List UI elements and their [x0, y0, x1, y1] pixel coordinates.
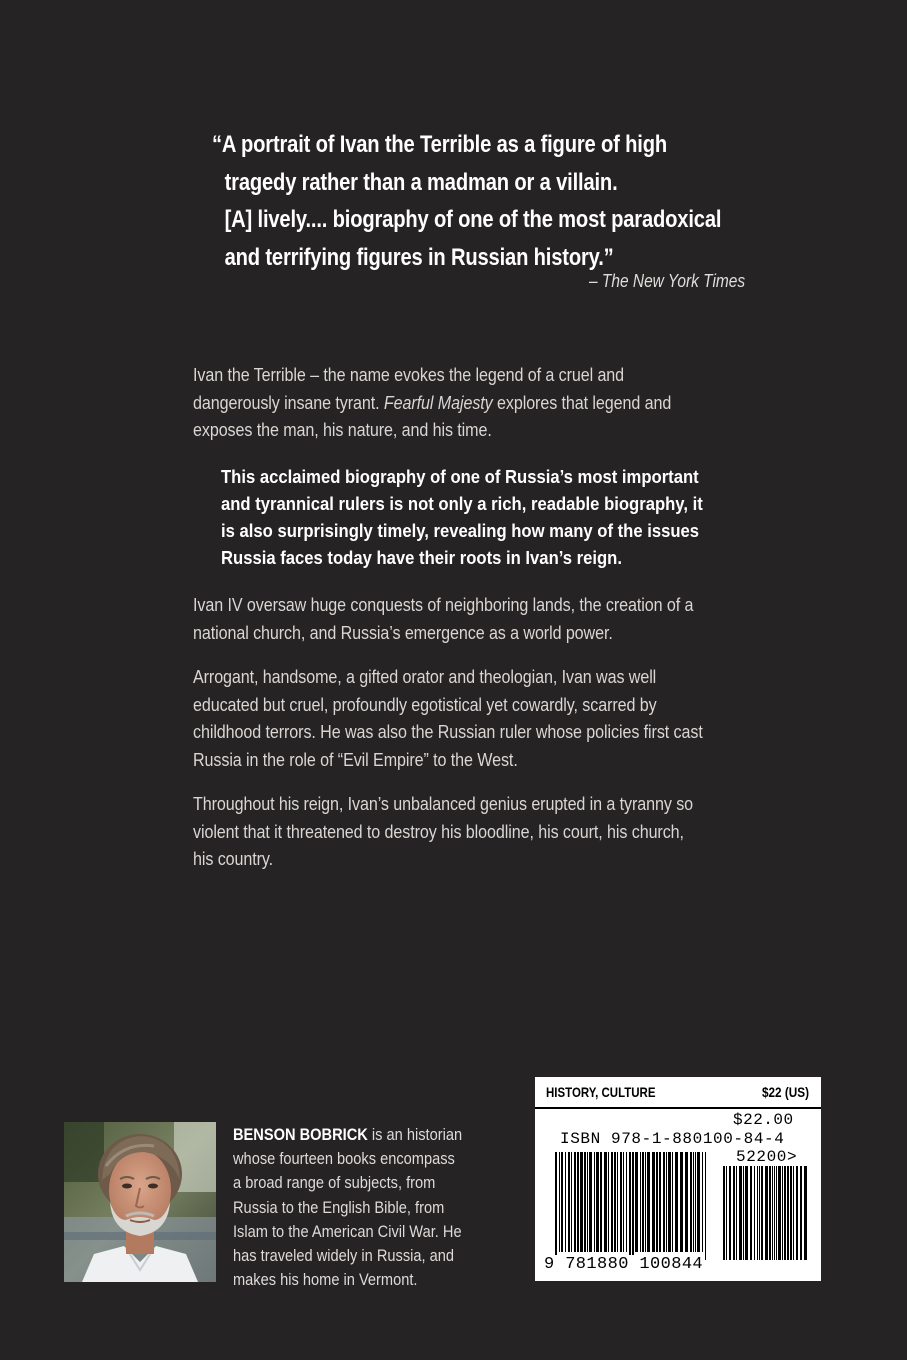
barcode-bar	[626, 1152, 627, 1252]
barcode-bar	[672, 1152, 673, 1252]
barcode-bar	[635, 1152, 638, 1252]
bio-line: Islam to the American Civil War. He	[233, 1221, 462, 1241]
barcode-addon-bar	[772, 1166, 773, 1260]
bio-line: a broad range of subjects, from	[233, 1173, 436, 1193]
barcode-bar	[604, 1152, 607, 1252]
highlight-line: Russia faces today have their roots in Ivan’s reign.	[221, 547, 622, 568]
barcode-bar	[611, 1152, 613, 1252]
body-line: childhood terrors. He was also the Russian ruler whose policies first cast	[193, 721, 703, 742]
barcode-bar	[645, 1152, 646, 1252]
barcode-bar	[608, 1152, 609, 1252]
barcode-addon-bar	[778, 1166, 781, 1260]
intro-text: dangerously insane tyrant.	[193, 391, 384, 413]
bio-line: makes his home in Vermont.	[233, 1270, 418, 1290]
body-line: Throughout his reign, Ivan’s unbalanced genius erupted in a tyranny so	[193, 793, 694, 814]
highlight-line: and tyrannical rulers is not only a rich, readable biography, it	[221, 493, 703, 514]
author-portrait-illustration	[64, 1122, 216, 1282]
intro-text: explores that legend and	[492, 391, 672, 413]
barcode-addon-bar	[776, 1166, 777, 1260]
review-quote-line: and terrifying figures in Russian history.”	[224, 243, 614, 271]
barcode-bar	[642, 1152, 644, 1252]
barcode-bar	[666, 1152, 667, 1252]
body-line: Russia in the role of “Evil Empire” to the West.	[193, 748, 518, 770]
barcode-bar	[584, 1152, 586, 1252]
barcode-addon-bar	[761, 1166, 763, 1260]
body-paragraph-reign	[193, 790, 793, 873]
barcode-addon-bar	[784, 1166, 786, 1260]
isbn-number: ISBN 978-1-880100-84-4	[560, 1130, 785, 1148]
author-bio	[233, 1123, 533, 1292]
review-source: – The New York Times	[589, 271, 746, 291]
barcode-addon-bar	[754, 1166, 755, 1260]
barcode-addon-bar	[736, 1166, 737, 1260]
barcode-bar	[555, 1152, 557, 1260]
body-line: violent that it threatened to destroy his bloodline, his court, his church,	[193, 820, 684, 842]
barcode-addon-bar	[739, 1166, 742, 1260]
barcode-category: HISTORY, CULTURE	[546, 1084, 656, 1100]
bio-line: whose fourteen books encompass	[233, 1149, 455, 1169]
highlight-line: is also surprisingly timely, revealing how many of the issues	[221, 520, 700, 541]
author-photo	[64, 1122, 216, 1282]
barcode-addon-number: 52200>	[736, 1148, 798, 1166]
barcode-addon-bar	[765, 1166, 768, 1260]
review-quote-line: “A portrait of Ivan the Terrible as a figure of high	[212, 131, 668, 158]
bio-line	[233, 1123, 491, 1147]
barcode-bar	[640, 1152, 641, 1252]
barcode-bar	[600, 1152, 602, 1252]
barcode-bar	[690, 1152, 692, 1252]
barcode-bar	[685, 1152, 688, 1252]
barcode-bar	[693, 1152, 694, 1252]
intro-paragraph	[193, 361, 793, 444]
barcode-bar	[697, 1152, 700, 1252]
barcode-bar	[617, 1152, 618, 1252]
bio-line: has traveled widely in Russia, and	[233, 1246, 455, 1266]
barcode-addon-bar	[750, 1166, 752, 1260]
barcode-addon-bar	[743, 1166, 744, 1260]
barcode-addon-bar	[726, 1166, 727, 1260]
barcode-addon-bar	[790, 1166, 792, 1260]
barcode-bar	[647, 1152, 650, 1252]
barcode-bar	[629, 1152, 631, 1260]
barcode-bar	[577, 1152, 579, 1252]
body-line: Arrogant, handsome, a gifted orator and theologian, Ivan was well	[193, 666, 657, 687]
barcode-addon-bar	[757, 1166, 758, 1260]
barcode-addon-bar	[745, 1166, 748, 1260]
intro-line	[193, 389, 715, 417]
barcode-digits: 9 781880 100844	[544, 1255, 704, 1274]
isbn-barcode-box	[535, 1077, 821, 1281]
bio-line: Russia to the English Bible, from	[233, 1197, 445, 1217]
barcode-bar	[589, 1152, 592, 1252]
barcode-bar	[705, 1152, 706, 1260]
barcode-addon-bar	[787, 1166, 789, 1260]
bio-text: is an historian	[367, 1125, 463, 1144]
intro-line: exposes the man, his nature, and his time.	[193, 419, 492, 440]
barcode-addon-bar	[733, 1166, 735, 1260]
barcode-bar	[568, 1152, 570, 1252]
barcode-addon-bar	[759, 1166, 760, 1260]
barcode-addon-bar	[723, 1166, 725, 1260]
barcode-addon-bar	[800, 1166, 802, 1260]
barcode-bar	[695, 1152, 696, 1252]
barcode-bar	[587, 1152, 588, 1252]
body-line: Ivan IV oversaw huge conquests of neighboring lands, the creation of a	[193, 594, 694, 615]
barcode-bar	[702, 1152, 703, 1252]
barcode-bar	[614, 1152, 616, 1252]
barcode-bar	[580, 1152, 583, 1252]
body-paragraph-character	[193, 663, 793, 773]
barcode-bar	[561, 1152, 563, 1252]
barcode-addon-bar	[796, 1166, 798, 1260]
barcode-bar	[659, 1152, 661, 1252]
barcode-addon-bar	[804, 1166, 807, 1260]
body-line: his country.	[193, 848, 274, 869]
barcode-bar	[620, 1152, 622, 1252]
barcode-bar	[559, 1152, 560, 1252]
body-paragraph-conquests	[193, 591, 793, 646]
barcode-bar	[656, 1152, 658, 1252]
barcode-bar	[632, 1152, 634, 1260]
highlight-line: This acclaimed biography of one of Russia’s most important	[221, 466, 699, 487]
barcode-addon-bar	[782, 1166, 783, 1260]
barcode-bar	[663, 1152, 665, 1252]
barcode-addon-bar	[774, 1166, 775, 1260]
barcode-bar	[675, 1152, 678, 1252]
barcode-bar	[565, 1152, 566, 1252]
barcode-header	[535, 1077, 821, 1109]
barcode-bar	[668, 1152, 671, 1252]
review-quote	[212, 126, 772, 276]
review-quote-line: tragedy rather than a madman or a villain.	[224, 168, 618, 196]
barcode-bar	[571, 1152, 572, 1252]
barcode-price: $22.00	[733, 1111, 794, 1129]
barcode-price-label: $22 (US)	[761, 1084, 809, 1100]
barcode-bars	[555, 1152, 809, 1264]
barcode-addon-bar	[793, 1166, 794, 1260]
review-quote-line: [A] lively.... biography of one of the most paradoxical	[224, 206, 722, 233]
barcode-bar	[596, 1152, 599, 1252]
barcode-bar	[623, 1152, 624, 1252]
barcode-bar	[680, 1152, 683, 1252]
book-title: Fearful Majesty	[383, 391, 493, 413]
barcode-bar	[652, 1152, 655, 1252]
barcode-addon-bar	[729, 1166, 731, 1260]
highlight-paragraph	[221, 463, 781, 571]
barcode-bar	[594, 1152, 595, 1252]
body-line: educated but cruel, profoundly egotistical yet cowardly, scarred by	[193, 693, 657, 715]
body-line: national church, and Russia’s emergence as a world power.	[193, 621, 613, 643]
barcode-bar	[574, 1152, 576, 1252]
barcode-addon-bar	[769, 1166, 771, 1260]
intro-line: Ivan the Terrible – the name evokes the legend of a cruel and	[193, 364, 625, 385]
author-name: BENSON BOBRICK	[233, 1125, 368, 1144]
